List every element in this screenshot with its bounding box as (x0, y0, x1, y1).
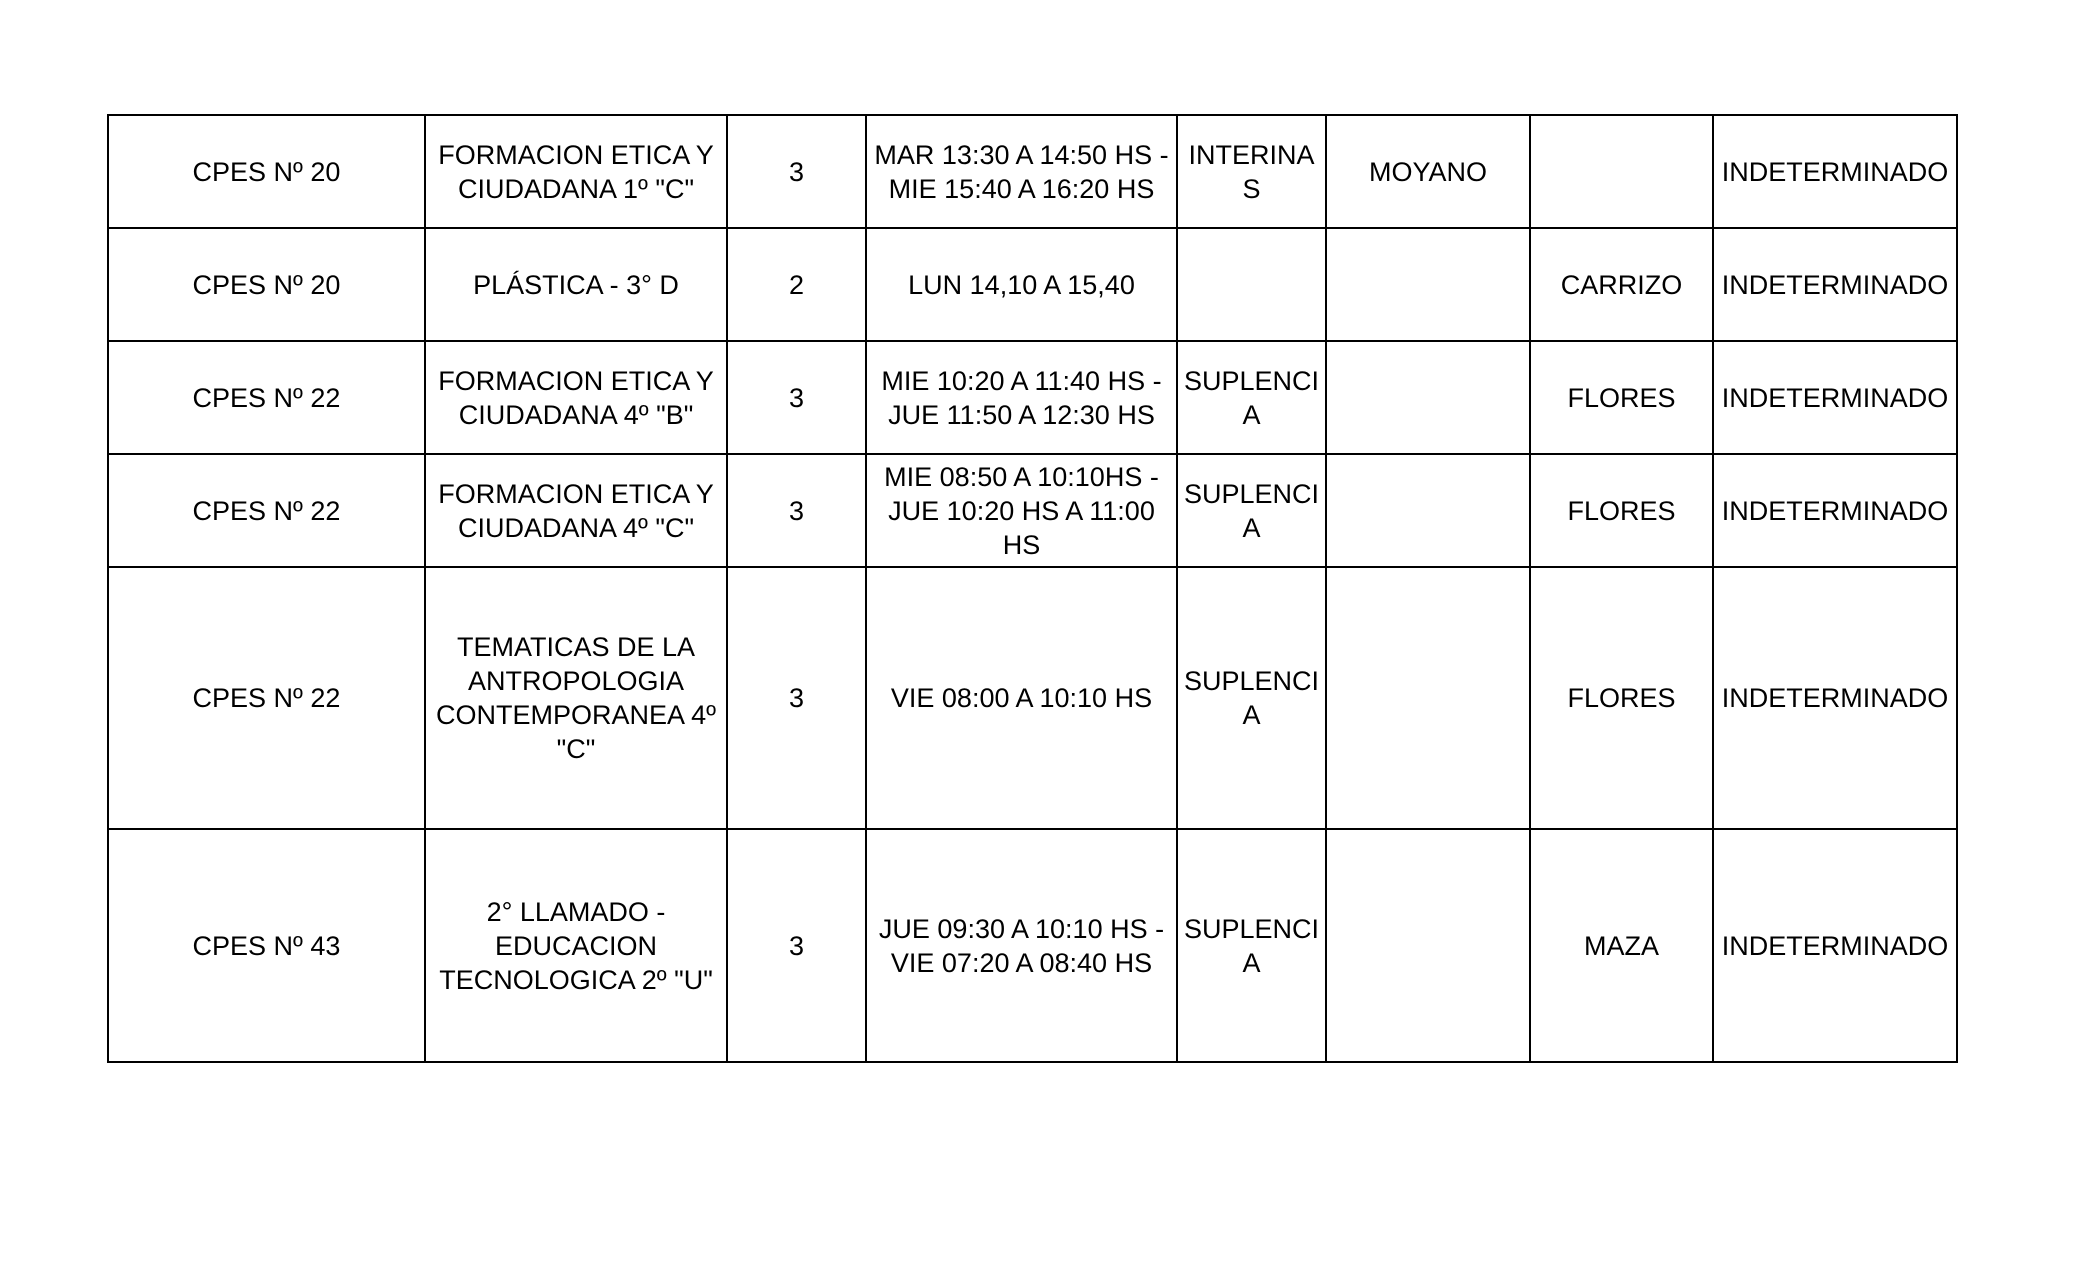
name-cell (1326, 228, 1530, 341)
schedule-cell: MIE 10:20 A 11:40 HS - JUE 11:50 A 12:30 HS (866, 341, 1177, 454)
table-row (108, 567, 1957, 829)
status-cell (1177, 228, 1326, 341)
status-cell: SUPLENCI A (1177, 829, 1326, 1062)
replacement-cell (1530, 115, 1713, 228)
duration-cell: INDETERMINADO (1713, 829, 1957, 1062)
name-cell (1326, 829, 1530, 1062)
status-cell: INTERINA S (1177, 115, 1326, 228)
hours-cell: 2 (727, 228, 866, 341)
school-cell: CPES Nº 22 (108, 454, 425, 567)
hours-cell: 3 (727, 115, 866, 228)
subject-cell: PLÁSTICA - 3° D (425, 228, 727, 341)
table-row (108, 454, 1957, 567)
table-row (108, 829, 1957, 1062)
table-row (108, 115, 1957, 228)
replacement-cell: FLORES (1530, 341, 1713, 454)
name-cell (1326, 341, 1530, 454)
vacancy-table (107, 114, 1958, 1063)
duration-cell: INDETERMINADO (1713, 228, 1957, 341)
subject-cell: FORMACION ETICA Y CIUDADANA 4º "C" (425, 454, 727, 567)
school-cell: CPES Nº 22 (108, 341, 425, 454)
replacement-cell: CARRIZO (1530, 228, 1713, 341)
school-cell: CPES Nº 22 (108, 567, 425, 829)
replacement-cell: FLORES (1530, 454, 1713, 567)
hours-cell: 3 (727, 341, 866, 454)
schedule-cell: MIE 08:50 A 10:10HS - JUE 10:20 HS A 11:00 HS (866, 454, 1177, 567)
status-cell: SUPLENCI A (1177, 341, 1326, 454)
school-cell: CPES Nº 20 (108, 228, 425, 341)
schedule-cell: MAR 13:30 A 14:50 HS - MIE 15:40 A 16:20 HS (866, 115, 1177, 228)
replacement-cell: FLORES (1530, 567, 1713, 829)
subject-cell: FORMACION ETICA Y CIUDADANA 4º "B" (425, 341, 727, 454)
name-cell: MOYANO (1326, 115, 1530, 228)
name-cell (1326, 567, 1530, 829)
duration-cell: INDETERMINADO (1713, 341, 1957, 454)
duration-cell: INDETERMINADO (1713, 115, 1957, 228)
table-row (108, 228, 1957, 341)
hours-cell: 3 (727, 829, 866, 1062)
replacement-cell: MAZA (1530, 829, 1713, 1062)
school-cell: CPES Nº 20 (108, 115, 425, 228)
subject-cell: 2° LLAMADO - EDUCACION TECNOLOGICA 2º "U" (425, 829, 727, 1062)
table-row (108, 341, 1957, 454)
subject-cell: TEMATICAS DE LA ANTROPOLOGIA CONTEMPORANEA 4º "C" (425, 567, 727, 829)
subject-cell: FORMACION ETICA Y CIUDADANA 1º "C" (425, 115, 727, 228)
hours-cell: 3 (727, 567, 866, 829)
schedule-cell: LUN 14,10 A 15,40 (866, 228, 1177, 341)
status-cell: SUPLENCI A (1177, 567, 1326, 829)
status-cell: SUPLENCI A (1177, 454, 1326, 567)
duration-cell: INDETERMINADO (1713, 567, 1957, 829)
hours-cell: 3 (727, 454, 866, 567)
schedule-cell: JUE 09:30 A 10:10 HS - VIE 07:20 A 08:40 HS (866, 829, 1177, 1062)
name-cell (1326, 454, 1530, 567)
duration-cell: INDETERMINADO (1713, 454, 1957, 567)
schedule-cell: VIE 08:00 A 10:10 HS (866, 567, 1177, 829)
school-cell: CPES Nº 43 (108, 829, 425, 1062)
